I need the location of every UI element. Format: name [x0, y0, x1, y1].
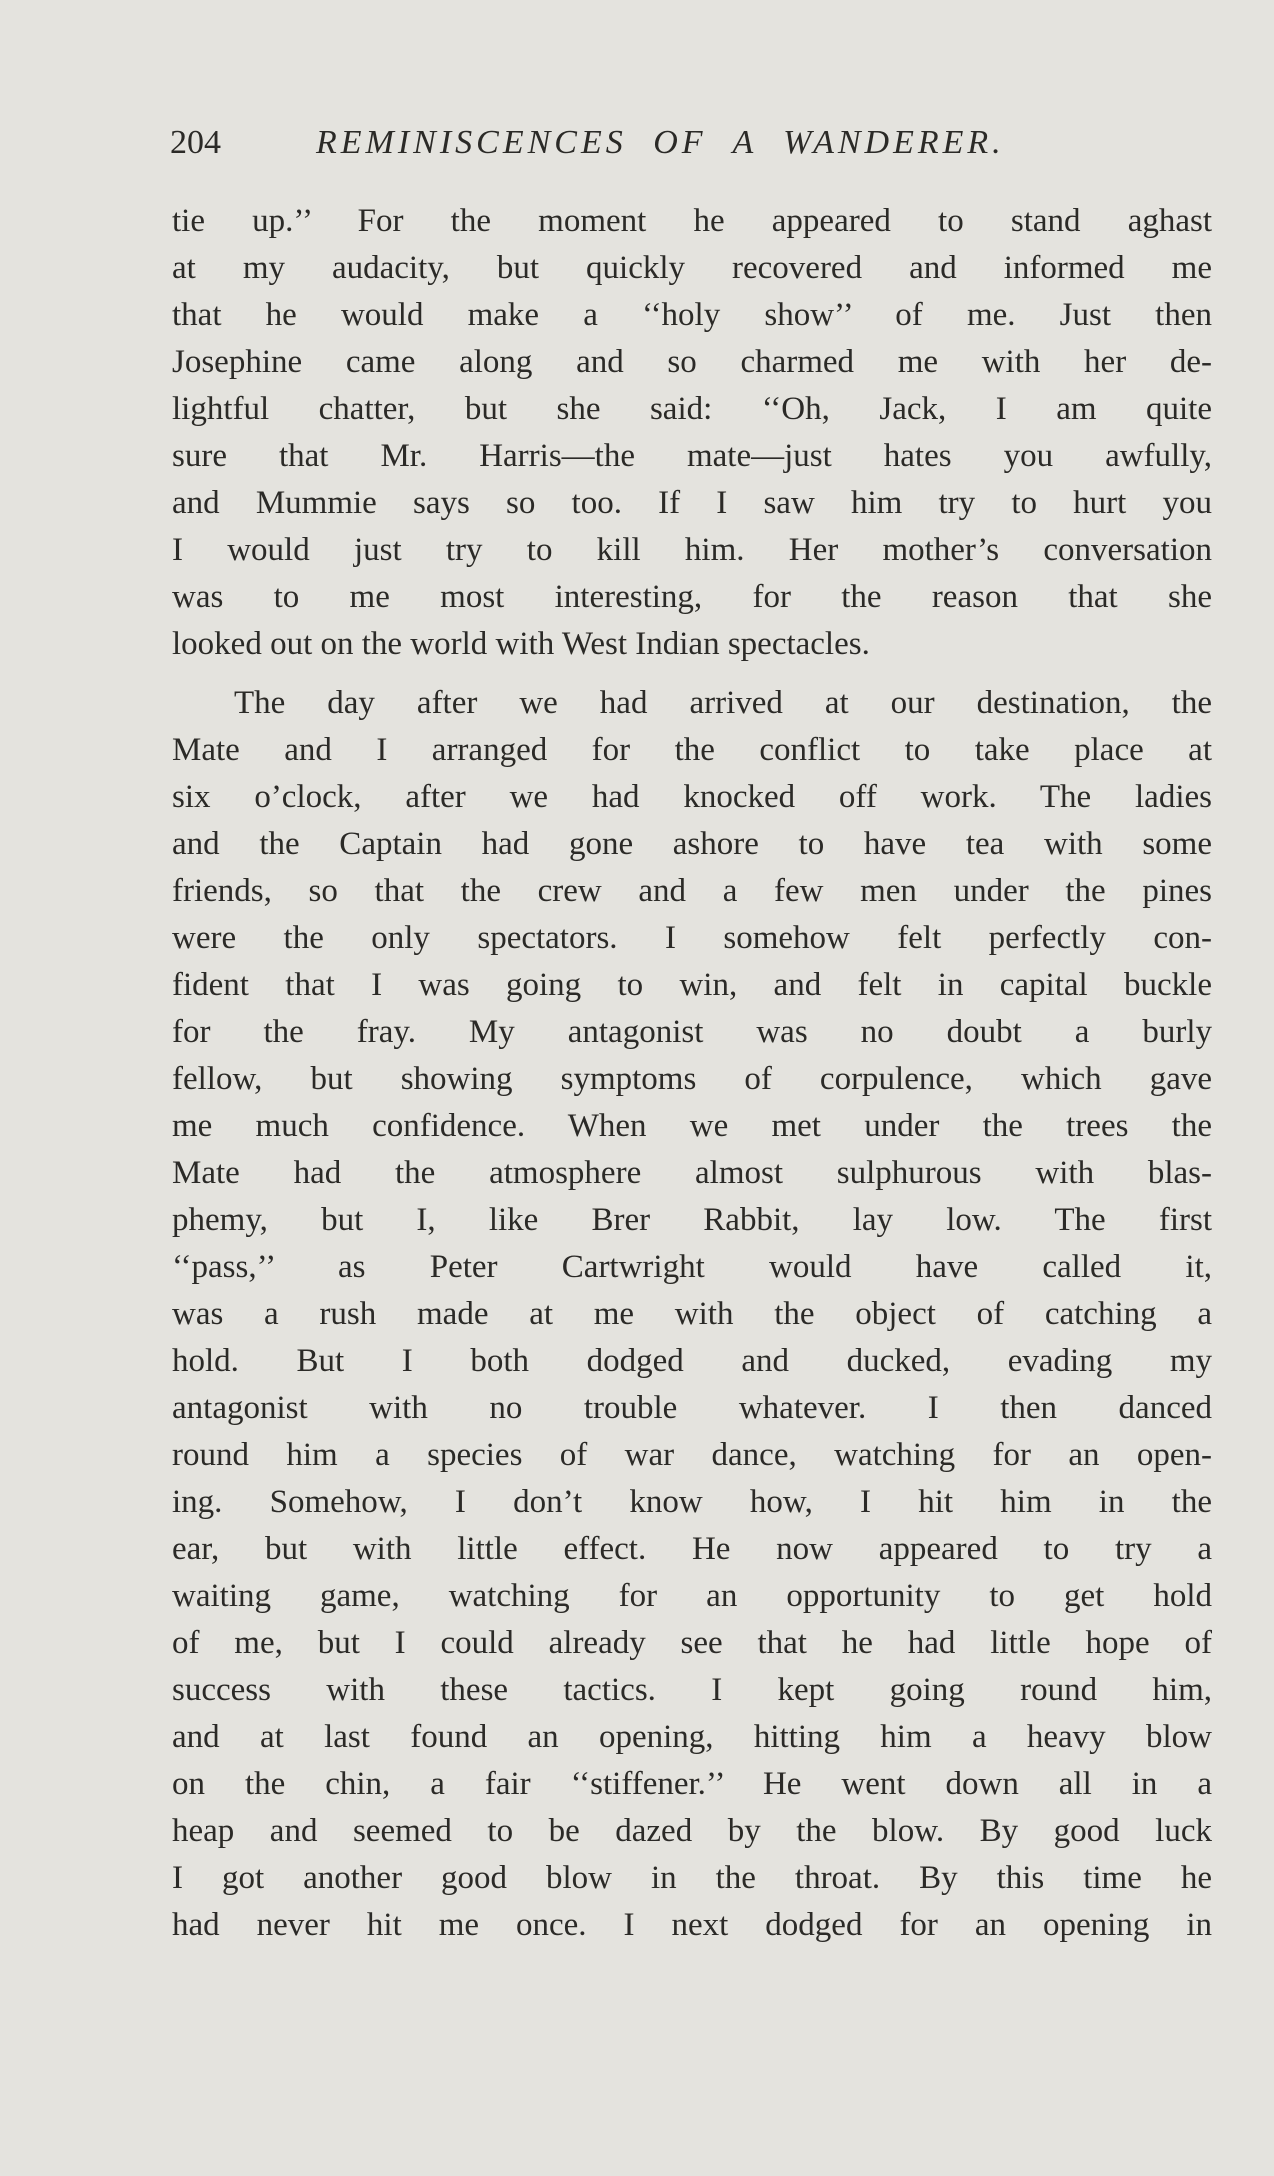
text-line: phemy, but I, like Brer Rabbit, lay low. The first	[172, 1202, 1212, 1238]
text-line: antagonist with no trouble whatever. I then danced	[172, 1390, 1212, 1426]
text-line: of me, but I could already see that he had little hope of	[172, 1625, 1212, 1661]
text-line: ear, but with little effect. He now appeared to try a	[172, 1531, 1212, 1567]
running-head	[170, 118, 1210, 168]
text-line: friends, so that the crew and a few men under the pines	[172, 873, 1212, 909]
text-line: at my audacity, but quickly recovered and informed me	[172, 250, 1212, 286]
text-line: and Mummie says so too. If I saw him try to hurt you	[172, 485, 1212, 521]
text-line: The day after we had arrived at our destination, the	[234, 685, 1212, 721]
text-line: waiting game, watching for an opportunity to get hold	[172, 1578, 1212, 1614]
text-line: fident that I was going to win, and felt in capital buckle	[172, 967, 1212, 1003]
text-line: and at last found an opening, hitting him a heavy blow	[172, 1719, 1212, 1755]
text-line: Josephine came along and so charmed me with her de-	[172, 344, 1212, 380]
running-title: REMINISCENCES OF A WANDERER.	[316, 124, 1005, 161]
text-line: hold. But I both dodged and ducked, evading my	[172, 1343, 1212, 1379]
text-line: I would just try to kill him. Her mother’s conversation	[172, 532, 1212, 568]
text-line: six o’clock, after we had knocked off work. The ladies	[172, 779, 1212, 815]
text-line: tie up.’’ For the moment he appeared to stand aghast	[172, 203, 1212, 239]
text-line: round him a species of war dance, watching for an open-	[172, 1437, 1212, 1473]
text-line: Mate and I arranged for the conflict to take place at	[172, 732, 1212, 768]
paragraph-1	[172, 198, 1212, 668]
page-number: 204	[170, 124, 221, 161]
paragraph-2	[172, 680, 1212, 1949]
text-line: that he would make a ‘‘holy show’’ of me. Just then	[172, 297, 1212, 333]
text-line: looked out on the world with West Indian spectacles.	[172, 626, 870, 662]
body-text	[172, 198, 1212, 1949]
text-line: heap and seemed to be dazed by the blow. By good luck	[172, 1813, 1212, 1849]
text-line: me much confidence. When we met under the trees the	[172, 1108, 1212, 1144]
text-line: fellow, but showing symptoms of corpulence, which gave	[172, 1061, 1212, 1097]
text-line: I got another good blow in the throat. By this time he	[172, 1860, 1212, 1896]
text-line: sure that Mr. Harris—the mate—just hates you awfully,	[172, 438, 1212, 474]
text-line: success with these tactics. I kept going round him,	[172, 1672, 1212, 1708]
paragraph-gap	[172, 668, 1212, 680]
text-line: was a rush made at me with the object of catching a	[172, 1296, 1212, 1332]
text-line: ing. Somehow, I don’t know how, I hit him in the	[172, 1484, 1212, 1520]
text-line: had never hit me once. I next dodged for an opening in	[172, 1907, 1212, 1943]
text-line: and the Captain had gone ashore to have tea with some	[172, 826, 1212, 862]
text-line: Mate had the atmosphere almost sulphurous with blas-	[172, 1155, 1212, 1191]
text-line: on the chin, a fair ‘‘stiffener.’’ He went down all in a	[172, 1766, 1212, 1802]
text-line: were the only spectators. I somehow felt perfectly con-	[172, 920, 1212, 956]
text-line: lightful chatter, but she said: ‘‘Oh, Jack, I am quite	[172, 391, 1212, 427]
text-line: for the fray. My antagonist was no doubt a burly	[172, 1014, 1212, 1050]
text-line: was to me most interesting, for the reason that she	[172, 579, 1212, 615]
text-line: ‘‘pass,’’ as Peter Cartwright would have called it,	[172, 1249, 1212, 1285]
